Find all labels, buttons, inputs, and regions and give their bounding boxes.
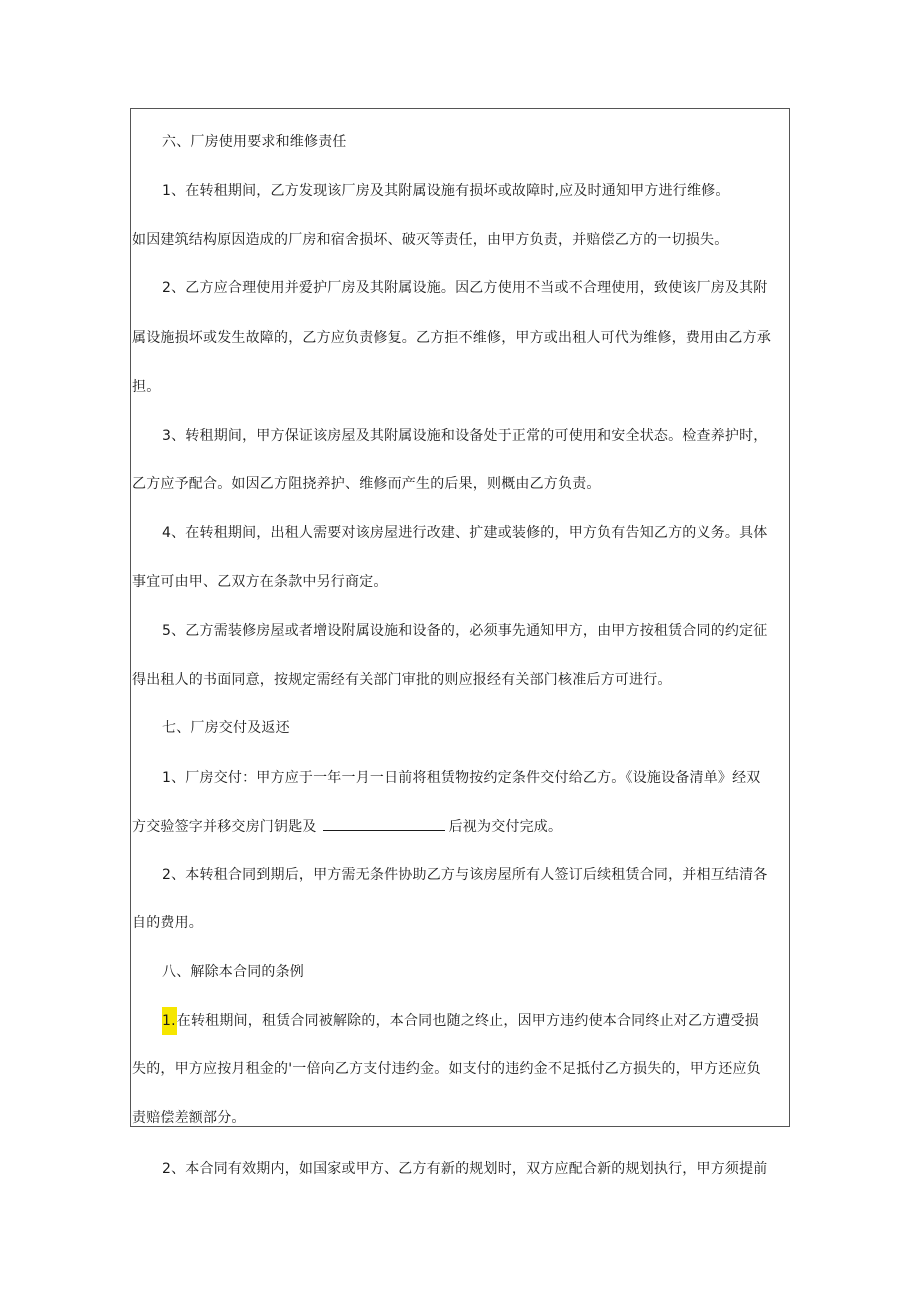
clause-6-1-line-2: 如因建筑结构原因造成的厂房和宿舍损坏、破灭等责任，由甲方负责，并赔偿乙方的一切损失。 — [132, 232, 729, 248]
clause-7-2-line-1: 2、本转租合同到期后，甲方需无条件协助乙方与该房屋所有人签订后续租赁合同，并相互结清各 — [162, 867, 768, 883]
clause-7-1-line-2 — [132, 816, 792, 837]
section-8-title: 八、解除本合同的条例 — [162, 964, 304, 980]
highlighted-clause-number: 1. — [162, 1007, 177, 1035]
clause-6-3-line-1: 3、转租期间，甲方保证该房屋及其附属设施和设备处于正常的可使用和安全状态。检查养护时， — [162, 428, 768, 444]
clause-6-1-line-1: 1、在转租期间，乙方发现该厂房及其附属设施有损坏或故障时,应及时通知甲方进行维修。 — [162, 183, 730, 199]
fill-in-blank[interactable] — [323, 816, 445, 831]
clause-6-5-line-2: 得出租人的书面同意，按规定需经有关部门审批的则应报经有关部门核准后方可进行。 — [132, 672, 672, 688]
section-6-title: 六、厂房使用要求和维修责任 — [162, 134, 347, 150]
clause-6-4-line-1: 4、在转租期间，出租人需要对该房屋进行改建、扩建或装修的，甲方负有告知乙方的义务。具体 — [162, 525, 768, 541]
clause-8-1-line-2: 失的，甲方应按月租金的'一倍向乙方支付违约金。如支付的违约金不足抵付乙方损失的，甲方还应负 — [132, 1061, 761, 1077]
clause-6-2-line-1: 2、乙方应合理使用并爱护厂房及其附属设施。因乙方使用不当或不合理使用，致使该厂房及其附 — [162, 280, 768, 296]
clause-8-1-line-1 — [162, 1011, 792, 1031]
clause-8-1-line-3: 责赔偿差额部分。 — [132, 1110, 246, 1126]
clause-7-1-text-before-blank: 方交验签字并移交房门钥匙及 — [132, 819, 317, 835]
clause-6-3-line-2: 乙方应予配合。如因乙方阻挠养护、维修而产生的后果，则概由乙方负责。 — [132, 476, 601, 492]
clause-6-2-line-2: 属设施损坏或发生故障的，乙方应负责修复。乙方拒不维修，甲方或出租人可代为维修，费用由乙方承 — [132, 330, 771, 346]
clause-6-4-line-2: 事宜可由甲、乙双方在条款中另行商定。 — [132, 574, 388, 590]
clause-7-2-line-2: 自的费用。 — [132, 915, 203, 931]
section-7-title: 七、厂房交付及返还 — [162, 720, 290, 736]
clause-7-1-text-after-blank: 后视为交付完成。 — [448, 819, 563, 835]
clause-6-2-line-3: 担。 — [132, 379, 161, 395]
clause-8-2-line-1: 2、本合同有效期内，如国家或甲方、乙方有新的规划时，双方应配合新的规划执行，甲方须提前 — [162, 1161, 768, 1177]
clause-7-1-line-1: 1、厂房交付：甲方应于一年一月一日前将租赁物按约定条件交付给乙方。《设施设备清单》经双 — [162, 770, 761, 786]
clause-8-1-text: 在转租期间，租赁合同被解除的，本合同也随之终止，因甲方违约使本合同终止对乙方遭受损 — [176, 1013, 759, 1029]
clause-6-5-line-1: 5、乙方需装修房屋或者增设附属设施和设备的，必须事先通知甲方，由甲方按租赁合同的约定征 — [162, 623, 768, 639]
